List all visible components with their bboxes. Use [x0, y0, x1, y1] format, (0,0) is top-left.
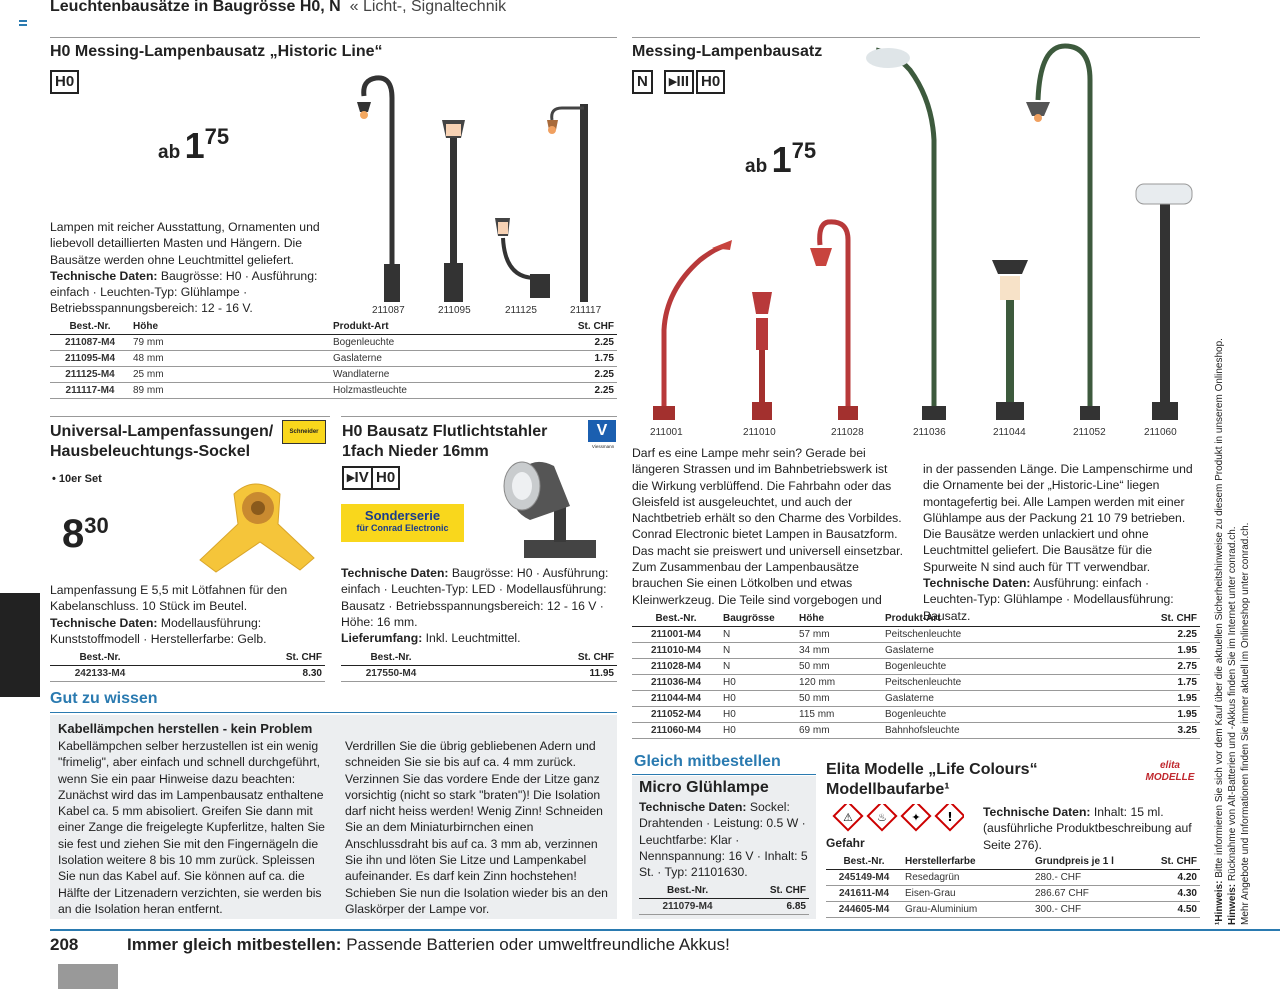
micro-title: Micro Glühlampe: [639, 779, 769, 796]
lamp-211028: [810, 222, 858, 420]
messing-title: Messing-Lampenbausatz: [632, 43, 823, 60]
image-label: 211001: [650, 427, 683, 438]
image-label: 211028: [831, 427, 864, 438]
mitbestellen-section-title: Gleich mitbestellen: [634, 753, 781, 770]
micro-table: Best.-Nr. St. CHF 211079-M4 6.85: [639, 883, 809, 915]
health-hazard-icon: [902, 804, 930, 830]
corrosive-icon: [834, 804, 862, 830]
table-row: 211044-M4 H0 50 mm Gaslaterne 1.95: [632, 690, 1200, 706]
iv-badge: ▸IV: [342, 466, 374, 490]
section-tab: [0, 593, 40, 697]
universal-price: $8^{30}$: [62, 512, 109, 556]
viessmann-logo: V Viessmann: [588, 420, 618, 454]
image-label: 211117: [570, 305, 602, 316]
historic-title: H0 Messing-Lampenbausatz „Historic Line“: [50, 43, 383, 60]
lamp-211036: [866, 48, 946, 420]
table-row: 211001-M4 N 57 mm Peitschenleuchte 2.25: [632, 626, 1200, 642]
h0-badge: H0: [371, 466, 400, 490]
wissen-col1: Kabellämpchen selber herzustellen ist ein wenig "frimelig", aber einfach und schnell durchgeführt, wenn Sie ein paar Hinweise dazu beachten: Zunächst wird das im Lampenbausatz enthaltene Kabel ca. 5 mm abisoliert. Greifen Sie dann mit einer Zange die freigelegte Kupferlitze, halten Sie sie fest und ziehen Sie mit den Fingernägeln die Isolation weitere 8 bis 10 mm zurück. Spleissen Sie nun das Kabel auf. Sie können auf ca. die Hälfte der Litzenadern verzichten, sie werden bis an die Isolation heran entfernt.: [58, 739, 325, 916]
table-row: 211052-M4 H0 115 mm Bogenleuchte 1.95: [632, 706, 1200, 722]
image-label: 211036: [913, 427, 946, 438]
schneider-logo: Schneider: [282, 420, 326, 444]
image-label: 211010: [743, 427, 776, 438]
flammable-icon: [868, 804, 896, 830]
footer-text: Immer gleich mitbestellen: Passende Batterien oder umweltfreundliche Akkus!: [127, 935, 730, 954]
historic-table: Best.-Nr. Höhe Produkt-Art St. CHF 211087-M4 79 mm Bogenleuchte 2.25 211095-M4 48 mm Gaslaterne 1.75 211125-M4 25 mm Wandlaterne 2.25 211117-M4 89 mm Holzmastleuchte 2.25: [50, 319, 617, 399]
h0-badge: H0: [50, 70, 79, 94]
n-badge: N: [632, 70, 653, 94]
lamp-211095: [442, 120, 465, 302]
wissen-box-title: Kabellämpchen herstellen - kein Problem: [58, 721, 313, 736]
historic-price: ab $1^{75}$: [158, 124, 230, 166]
table-row: 242133-M4 8.30: [50, 665, 325, 681]
universal-description: Lampenfassung E 5,5 mit Lötfahnen für den Kabelanschluss. 10 Stück im Beutel. Technische Daten: Modellausführung: Kunststoffmodell · Herstellerfarbe: Gelb.: [50, 583, 288, 646]
elita-logo: elita MODELLE: [1145, 760, 1195, 783]
lamp-211001: [653, 240, 732, 420]
hazard-icons: [832, 804, 964, 839]
flutlicht-description: Technische Daten: Baugrösse: H0 · Ausführung: einfach · Leuchten-Typ: LED · Modellausführung: Bausatz · Betriebsspannungsbereich: 12 - 16 V · Höhe: 16 mm. Lieferumfang: Inkl. Leuchtmittel.: [341, 566, 609, 646]
lamp-211125: [495, 218, 550, 298]
image-label: 211052: [1073, 427, 1106, 438]
menu-icon[interactable]: [19, 20, 27, 26]
svg-text:✦: ✦: [911, 811, 921, 824]
exclamation-icon: [936, 804, 964, 830]
image-label: 211087: [372, 305, 405, 316]
page-title: Leuchtenbausätze in Baugrösse H0, N: [50, 0, 341, 15]
lamp-211010: [752, 292, 772, 420]
elita-table: Best.-Nr. Herstellerfarbe Grundpreis je 1 l St. CHF 245149-M4 Resedagrün 280.- CHF 4.20 241611-M4 Eisen-Grau 286.67 CHF 4.30 244605-M4 Grau-Aluminium 300.- CHF 4.50: [826, 854, 1200, 918]
table-row: 211079-M4 6.85: [639, 898, 809, 914]
bullet-item: • 10er Set: [52, 473, 102, 485]
lamp-211044: [992, 260, 1028, 420]
side-notes: ¹Hinweis: Bitte informieren Sie sich vor dem Kauf über die aktuellen Sicherheitshinweise zu diesem Produkt in unserem Onlineshop. Hinweis: Rücknahme von Alt-Batterien und -Akkus finden Sie im Internet unter conrad.ch. Mehr Angebote und Informationen finden Sie immer aktuell im Onlineshop unter conrad.ch.: [1214, 338, 1251, 925]
messing-table: Best.-Nr. Baugrösse Höhe Produkt-Art St. CHF 211001-M4 N 57 mm Peitschenleuchte 2.25 211010-M4 N 34 mm Gaslaterne 1.95 211028-M4 N 50 mm Bogenleuchte 2.75 211036-M4 H0 120 mm Peitschenleuchte 1.75 211044-M4 H0 50 mm Gaslaterne 1.95 211052-M4 H0 115 mm Bogenleuchte 1.95 211060-M4 H0 69 mm Bahnhofsleuchte 3.25: [632, 611, 1200, 739]
elita-description: Technische Daten: Inhalt: 15 ml. (ausführliche Produktbeschreibung auf Seite 276).: [983, 805, 1192, 852]
breadcrumb: « Licht-, Signaltechnik: [349, 0, 507, 15]
gefahr-label: Gefahr: [826, 836, 865, 850]
image-label: 211060: [1144, 427, 1177, 438]
page-tab: [58, 964, 118, 989]
h0-badge: H0: [696, 70, 725, 94]
table-row: 244605-M4 Grau-Aluminium 300.- CHF 4.50: [826, 901, 1200, 917]
flutlicht-table: Best.-Nr. St. CHF 217550-M4 11.95: [341, 650, 617, 682]
table-row: 211010-M4 N 34 mm Gaslaterne 1.95: [632, 642, 1200, 658]
iii-badge: ▸III: [664, 70, 694, 94]
floodlight-image: [484, 448, 618, 562]
lamp-211060: [1136, 184, 1192, 420]
historic-description: Lampen mit reicher Ausstattung, Ornamenten und liebevoll detaillierten Masten und Hängern. Die Bausätze werden ohne Leuchtmittel geliefert. Technische Daten: Baugrösse: H0 · Ausführung: einfach · Leuchten-Typ: Glühlampe · Betriebsspannungsbereich: 12 - 16 V.: [50, 220, 320, 316]
lamp-211052: [1026, 46, 1100, 420]
table-row: 211117-M4 89 mm Holzmastleuchte 2.25: [50, 382, 617, 398]
messing-price: ab $1^{75}$: [745, 138, 817, 180]
micro-description: Technische Daten: Sockel: Drahtenden · Leistung: 0.5 W · Leuchtfarbe: Klar · Nennspannung: 16 V · Inhalt: 5 St. · Typ: 21101630.: [639, 800, 808, 880]
page-header: [50, 0, 506, 16]
image-label: 211095: [438, 305, 471, 316]
table-row: 211087-M4 79 mm Bogenleuchte 2.25: [50, 334, 617, 350]
table-row: 211095-M4 48 mm Gaslaterne 1.75: [50, 350, 617, 366]
historic-lamps-image: [340, 68, 620, 304]
svg-text:⚠: ⚠: [843, 811, 853, 824]
lamp-211117: [547, 104, 588, 302]
table-row: 211028-M4 N 50 mm Bogenleuchte 2.75: [632, 658, 1200, 674]
image-label: 211044: [993, 427, 1026, 438]
wissen-col2: Verdrillen Sie die übrig gebliebenen Adern und schneiden Sie sie bis auf ca. 4 mm zurück. Verzinnen Sie das vordere Ende der Litze ganz vorsichtig (nicht so stark "braten")! Die Isolation darf nicht heiss werden! Wenig Zinn! Schneiden Sie an dem Miniaturbirnchen einen Anschlussdraht bis auf ca. 3 mm ab, verzinnen Sie ihn und löten Sie Litze und Lampenkabel aufeinander. Es darf kein Zinn hochstehen! Schieben Sie nun die Isolation wieder bis an den Glaskörper der Lampe vor.: [345, 739, 608, 916]
universal-title: Universal-Lampenfassungen/ Hausbeleuchtungs-Sockel: [50, 423, 274, 460]
lamp-socket-image: [180, 464, 330, 578]
sonderserie-badge: Sonderserie für Conrad Electronic: [341, 504, 464, 542]
table-row: 211036-M4 H0 120 mm Peitschenleuchte 1.75: [632, 674, 1200, 690]
flutlicht-title: H0 Bausatz Flutlichtstahler 1fach Nieder 16mm: [342, 423, 548, 460]
svg-text:!: !: [947, 810, 953, 824]
image-label: 211125: [505, 305, 537, 316]
universal-table: Best.-Nr. St. CHF 242133-M4 8.30: [50, 650, 325, 682]
elita-title: Elita Modelle „Life Colours“ Modellbaufarbe¹: [826, 761, 1038, 798]
table-row: 241611-M4 Eisen-Grau 286.67 CHF 4.30: [826, 885, 1200, 901]
page-number: 208: [50, 935, 79, 954]
table-row: 245149-M4 Resedagrün 280.- CHF 4.20: [826, 869, 1200, 885]
table-row: 217550-M4 11.95: [341, 665, 617, 681]
table-row: 211060-M4 H0 69 mm Bahnhofsleuchte 3.25: [632, 722, 1200, 738]
table-row: 211125-M4 25 mm Wandlaterne 2.25: [50, 366, 617, 382]
messing-description-left: Darf es eine Lampe mehr sein? Gerade bei längeren Strassen und im Bahnbetriebswerk ist die Wirkung verblüffend. Die Fahrbahn oder das Gleisfeld ist ausgeleuchtet, und auch der Nachtbetrieb erhält so den Charme des Vorbildes. Conrad Electronic bietet Lampen in Bausatzform. Das macht sie preiswert und universell einsetzbar. Zum Zusammenbau der Lampenbausätze brauchen Sie einen Lötkolben und etwas Kleinwerkzeug. Die Teile sind vorgebogen und: [632, 446, 903, 607]
messing-description-right: in der passenden Länge. Die Lampenschirme und die Ornamente bei der „Historic-Line“ liegen montagefertig bei. Alle Lampen werden mit einer Glühlampe aus der Packung 21 10 79 betrieben. Die Bausätze werden unlackiert und ohne Leuchtmittel geliefert. Die Bausätze für die Spurweite N sind auch für TT verwendbar. Technische Daten: Ausführung: einfach · Leuchten-Typ: Glühlampe · Modellausführung: Bausatz.: [923, 462, 1193, 623]
svg-text:♨: ♨: [877, 811, 887, 824]
wissen-section-title: Gut zu wissen: [50, 690, 158, 707]
messing-lamps-image: [640, 40, 1200, 422]
